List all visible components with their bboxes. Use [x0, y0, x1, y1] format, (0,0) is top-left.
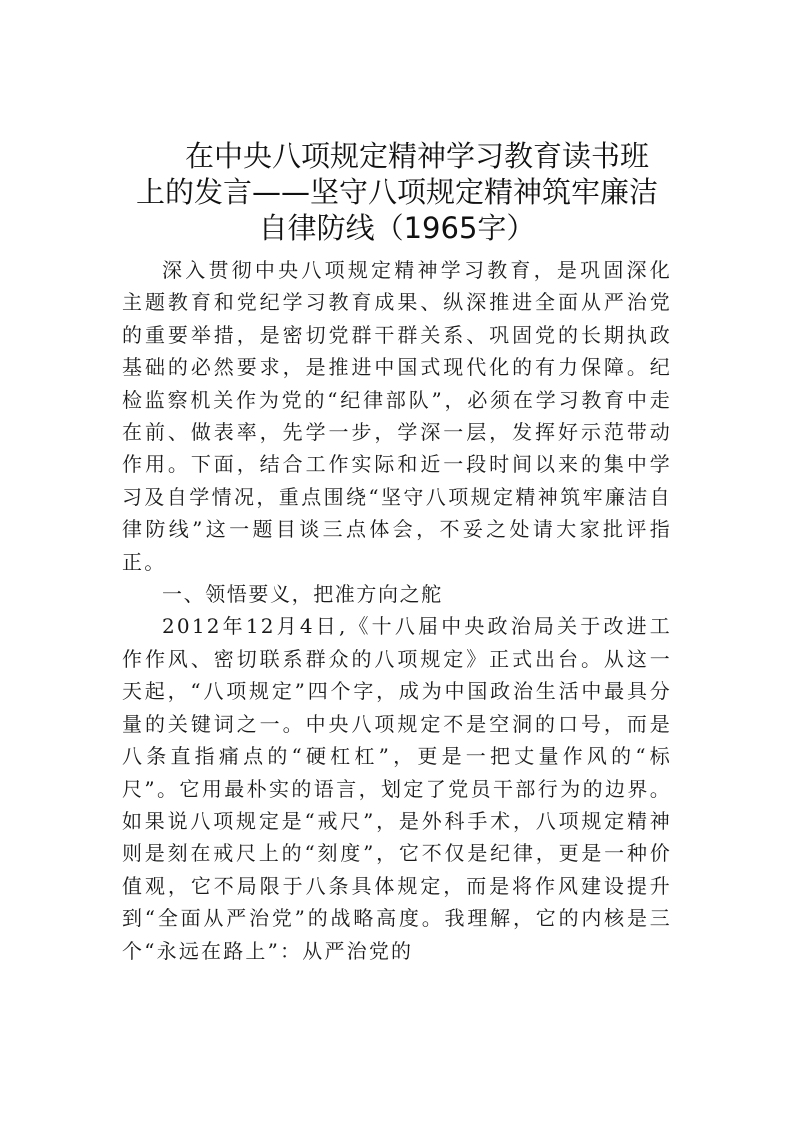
title-line-2: 上的发言——坚守八项规定精神筑牢廉洁 [135, 175, 658, 209]
section-1-paragraph: 2012年12月4日,《十八届中央政治局关于改进工作作风、密切联系群众的八项规定》正式出台。从这一天起，“八项规定”四个字，成为中国政治生活中最具分量的关键词之一。中央八项规定不是空洞的口号，而是八条直指痛点的“硬杠杠”，更是一把丈量作风的“标尺”。它用最朴实的语言，划定了党员干部行为的边界。如果说八项规定是“戒尺”，是外科手术，八项规定精神则是刻在戒尺上的“刻度”，它不仅是纪律，更是一种价值观，它不局限于八条具体规定，而是将作风建设提升到“全面从严治党”的战略高度。我理解，它的内核是三个“永远在路上”：从严治党的 [122, 614, 672, 963]
title-line-3: 自律防线（1965字） [258, 211, 536, 245]
section-heading-1: 一、领悟要义，把准方向之舵 [162, 582, 443, 607]
intro-paragraph: 深入贯彻中央八项规定精神学习教育，是巩固深化主题教育和党纪学习教育成果、纵深推进全面从严治党的重要举措，是密切党群干群关系、巩固党的长期执政基础的必然要求，是推进中国式现代化的有力保障。纪检监察机关作为党的“纪律部队”，必须在学习教育中走在前、做表率，先学一步，学深一层，发挥好示范带动作用。下面，结合工作实际和近一段时间以来的集中学习及自学情况，重点围绕“坚守八项规定精神筑牢廉洁自律防线”这一题目谈三点体会，不妥之处请大家批评指正。 [122, 258, 672, 574]
document-body [122, 254, 672, 967]
title-line-1: 在中央八项规定精神学习教育读书班 [184, 139, 649, 173]
document-title [118, 138, 676, 246]
